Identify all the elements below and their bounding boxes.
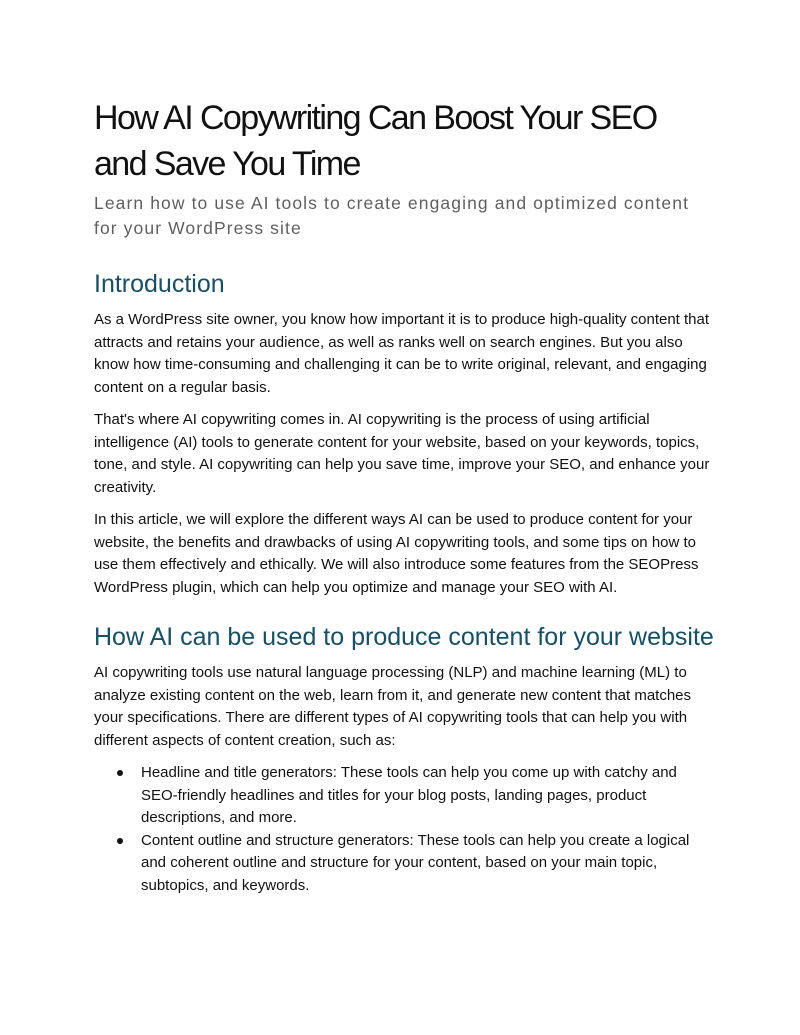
list-item-text: Headline and title generators: These tools can help you come up with catchy and SEO-friendly headlines and titles for your blog posts, landing pages, product descriptions, and more. (141, 764, 677, 826)
paragraph: AI copywriting tools use natural language processing (NLP) and machine learning (ML) to analyze existing content on the web, learn from it, and generate new content that matches your specifications. There are different types of AI copywriting tools that can help you with different aspects of content creation, such as: (94, 664, 692, 749)
bullet-list (94, 762, 714, 897)
section-how-ai-used (94, 621, 714, 897)
paragraph: That's where AI copywriting comes in. AI copywriting is the process of using artificial intelligence (AI) tools to generate content for your website, based on your keywords, topics, tone, and style. AI copywriting can help you save time, improve your SEO, and enhance your creativity. (94, 411, 710, 496)
document-subtitle: Learn how to use AI tools to create engaging and optimized content for your WordPress site (94, 193, 690, 238)
bullet-icon (117, 770, 123, 776)
paragraph: In this article, we will explore the different ways AI can be used to produce content for your website, the benefits and drawbacks of using AI copywriting tools, and some tips on how to use them effectively and ethically. We will also introduce some features from the SEOPress WordPress plugin, which can help you optimize and manage your SEO with AI. (94, 511, 699, 596)
list-item (94, 762, 714, 830)
document-title: How AI Copywriting Can Boost Your SEO and Save You Time (94, 99, 657, 183)
paragraph: As a WordPress site owner, you know how important it is to produce high-quality content that attracts and retains your audience, as well as ranks well on search engines. But you also know how time-consuming and challenging it can be to write original, relevant, and engaging content on a regular basis. (94, 311, 710, 396)
section-introduction (94, 268, 714, 599)
list-item-text: Content outline and structure generators: These tools can help you create a logical and coherent outline and structure for your content, based on your main topic, subtopics, and keywords. (141, 831, 690, 894)
section-heading-how-ai-used: How AI can be used to produce content for your website (94, 623, 714, 651)
document-page (94, 95, 714, 897)
bullet-icon (117, 838, 123, 844)
section-heading-introduction: Introduction (94, 270, 225, 298)
list-item (94, 830, 714, 898)
